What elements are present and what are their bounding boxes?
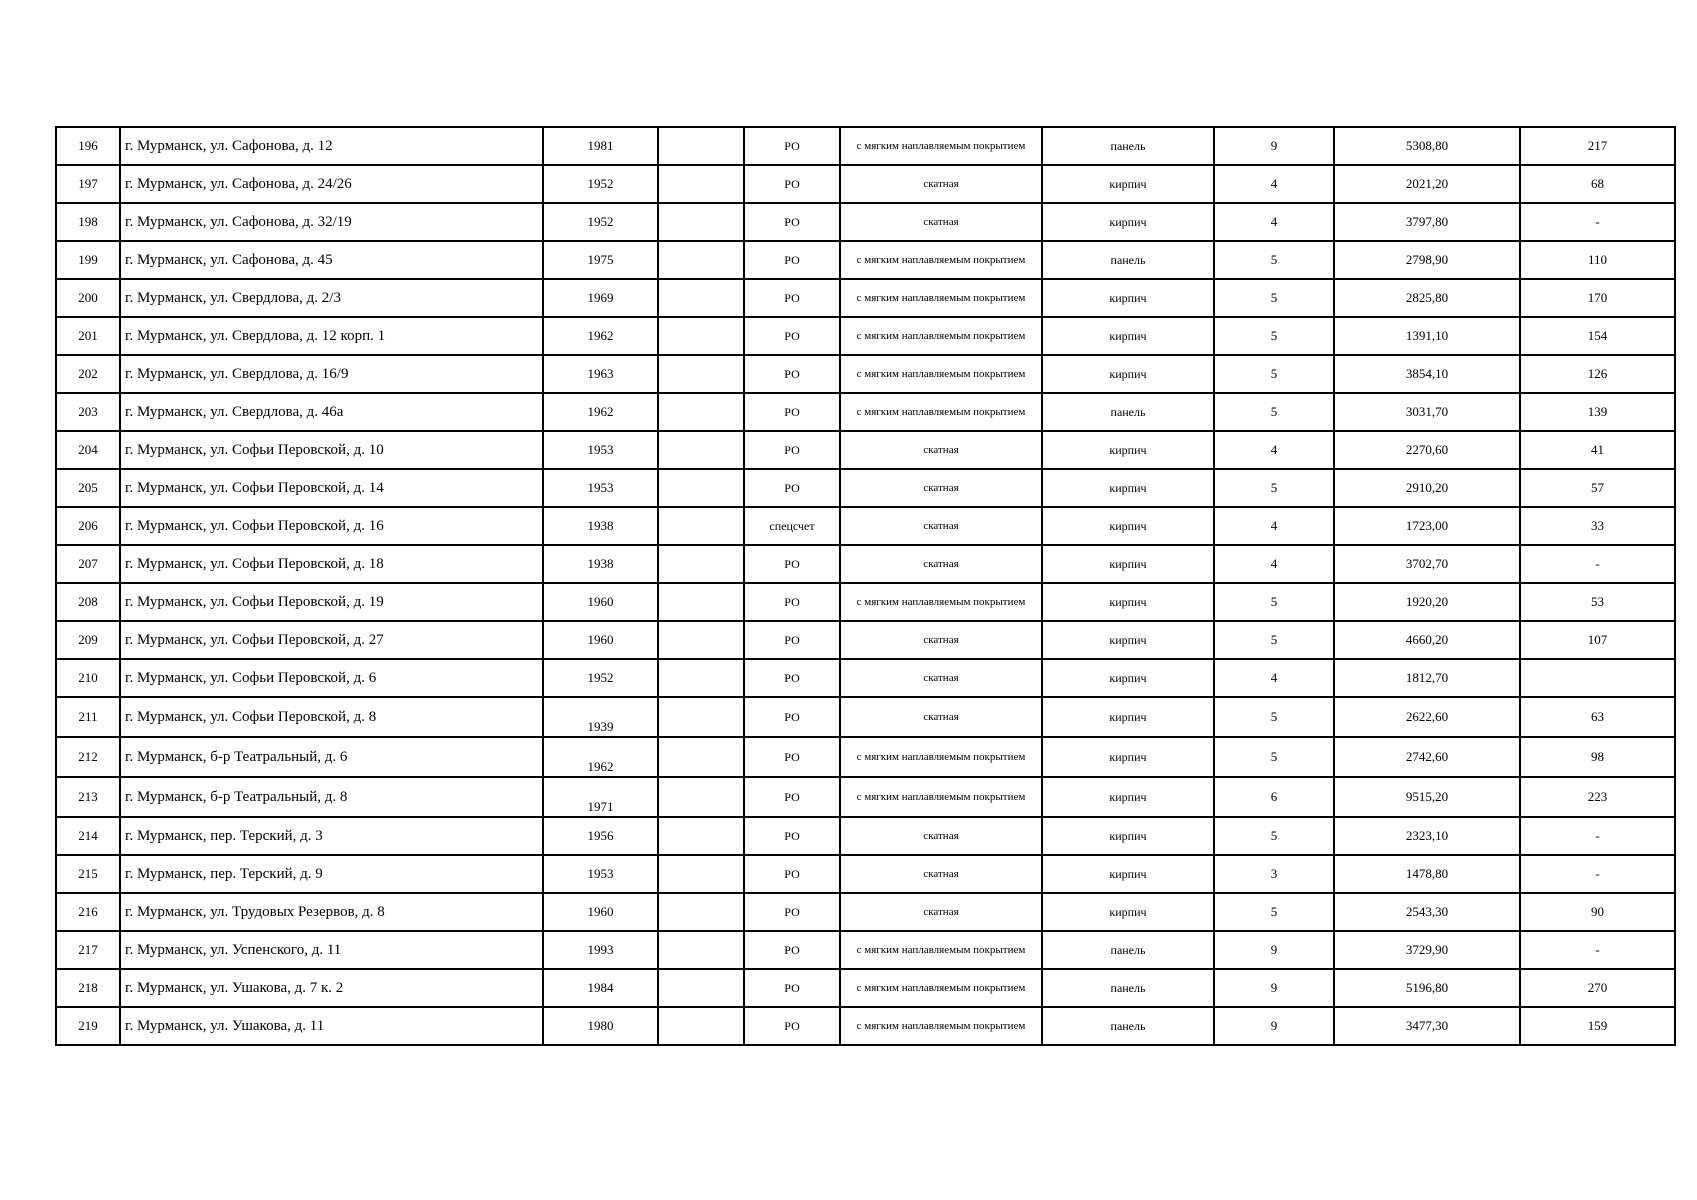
empty-cell xyxy=(658,969,744,1007)
construction-year-cell: 1969 xyxy=(543,279,658,317)
empty-cell xyxy=(658,659,744,697)
fund-type-cell: РО xyxy=(744,621,840,659)
fund-type-cell: РО xyxy=(744,203,840,241)
construction-year-cell: 1956 xyxy=(543,817,658,855)
wall-material-cell: кирпич xyxy=(1042,621,1214,659)
construction-year-cell: 1981 xyxy=(543,127,658,165)
count-cell: 126 xyxy=(1520,355,1675,393)
count-cell: - xyxy=(1520,545,1675,583)
floors-cell: 5 xyxy=(1214,583,1334,621)
row-number-cell: 207 xyxy=(56,545,120,583)
area-cell: 2798,90 xyxy=(1334,241,1520,279)
wall-material-cell: кирпич xyxy=(1042,469,1214,507)
wall-material-cell: кирпич xyxy=(1042,659,1214,697)
construction-year-cell: 1953 xyxy=(543,855,658,893)
area-cell: 1723,00 xyxy=(1334,507,1520,545)
row-number-cell: 208 xyxy=(56,583,120,621)
empty-cell xyxy=(658,737,744,777)
roof-type-cell: скатная xyxy=(840,817,1042,855)
fund-type-cell: РО xyxy=(744,737,840,777)
construction-year-cell: 1939 xyxy=(543,697,658,737)
fund-type-cell: РО xyxy=(744,817,840,855)
floors-cell: 9 xyxy=(1214,127,1334,165)
fund-type-cell: РО xyxy=(744,969,840,1007)
table-row xyxy=(56,393,1675,431)
empty-cell xyxy=(658,127,744,165)
address-cell: г. Мурманск, ул. Ушакова, д. 11 xyxy=(120,1007,543,1045)
row-number-cell: 203 xyxy=(56,393,120,431)
roof-type-cell: с мягким наплавляемым покрытием xyxy=(840,317,1042,355)
row-number-cell: 211 xyxy=(56,697,120,737)
count-cell: 98 xyxy=(1520,737,1675,777)
roof-type-cell: скатная xyxy=(840,431,1042,469)
table-row xyxy=(56,165,1675,203)
area-cell: 2543,30 xyxy=(1334,893,1520,931)
table-row xyxy=(56,1007,1675,1045)
count-cell: 270 xyxy=(1520,969,1675,1007)
address-cell: г. Мурманск, ул. Ушакова, д. 7 к. 2 xyxy=(120,969,543,1007)
row-number-cell: 213 xyxy=(56,777,120,817)
row-number-cell: 216 xyxy=(56,893,120,931)
row-number-cell: 210 xyxy=(56,659,120,697)
table-row xyxy=(56,241,1675,279)
wall-material-cell: кирпич xyxy=(1042,697,1214,737)
count-cell: 53 xyxy=(1520,583,1675,621)
construction-year-cell: 1962 xyxy=(543,737,658,777)
construction-year-cell: 1952 xyxy=(543,203,658,241)
floors-cell: 5 xyxy=(1214,817,1334,855)
count-cell: 154 xyxy=(1520,317,1675,355)
empty-cell xyxy=(658,777,744,817)
area-cell: 1812,70 xyxy=(1334,659,1520,697)
roof-type-cell: скатная xyxy=(840,855,1042,893)
fund-type-cell: РО xyxy=(744,697,840,737)
floors-cell: 5 xyxy=(1214,317,1334,355)
wall-material-cell: кирпич xyxy=(1042,279,1214,317)
construction-year-cell: 1962 xyxy=(543,393,658,431)
empty-cell xyxy=(658,583,744,621)
row-number-cell: 206 xyxy=(56,507,120,545)
roof-type-cell: скатная xyxy=(840,659,1042,697)
address-cell: г. Мурманск, ул. Сафонова, д. 32/19 xyxy=(120,203,543,241)
roof-type-cell: скатная xyxy=(840,203,1042,241)
floors-cell: 4 xyxy=(1214,545,1334,583)
row-number-cell: 212 xyxy=(56,737,120,777)
floors-cell: 5 xyxy=(1214,737,1334,777)
fund-type-cell: РО xyxy=(744,355,840,393)
address-cell: г. Мурманск, ул. Трудовых Резервов, д. 8 xyxy=(120,893,543,931)
count-cell: - xyxy=(1520,817,1675,855)
floors-cell: 4 xyxy=(1214,507,1334,545)
empty-cell xyxy=(658,241,744,279)
row-number-cell: 218 xyxy=(56,969,120,1007)
wall-material-cell: кирпич xyxy=(1042,317,1214,355)
empty-cell xyxy=(658,893,744,931)
address-cell: г. Мурманск, ул. Софьи Перовской, д. 6 xyxy=(120,659,543,697)
wall-material-cell: кирпич xyxy=(1042,203,1214,241)
floors-cell: 4 xyxy=(1214,659,1334,697)
row-number-cell: 200 xyxy=(56,279,120,317)
roof-type-cell: с мягким наплавляемым покрытием xyxy=(840,127,1042,165)
construction-year-cell: 1938 xyxy=(543,507,658,545)
table-row xyxy=(56,355,1675,393)
floors-cell: 6 xyxy=(1214,777,1334,817)
floors-cell: 9 xyxy=(1214,969,1334,1007)
construction-year-cell: 1953 xyxy=(543,469,658,507)
housing-register-table xyxy=(55,126,1676,1046)
fund-type-cell: РО xyxy=(744,893,840,931)
roof-type-cell: скатная xyxy=(840,469,1042,507)
roof-type-cell: скатная xyxy=(840,697,1042,737)
area-cell: 3729,90 xyxy=(1334,931,1520,969)
wall-material-cell: кирпич xyxy=(1042,855,1214,893)
fund-type-cell: РО xyxy=(744,931,840,969)
construction-year-cell: 1993 xyxy=(543,931,658,969)
address-cell: г. Мурманск, ул. Сафонова, д. 12 xyxy=(120,127,543,165)
roof-type-cell: скатная xyxy=(840,507,1042,545)
row-number-cell: 196 xyxy=(56,127,120,165)
floors-cell: 4 xyxy=(1214,203,1334,241)
fund-type-cell: РО xyxy=(744,241,840,279)
fund-type-cell: РО xyxy=(744,127,840,165)
count-cell: - xyxy=(1520,203,1675,241)
roof-type-cell: скатная xyxy=(840,165,1042,203)
count-cell: 90 xyxy=(1520,893,1675,931)
table-row xyxy=(56,777,1675,817)
address-cell: г. Мурманск, ул. Успенского, д. 11 xyxy=(120,931,543,969)
address-cell: г. Мурманск, ул. Сафонова, д. 45 xyxy=(120,241,543,279)
construction-year-cell: 1975 xyxy=(543,241,658,279)
empty-cell xyxy=(658,1007,744,1045)
count-cell: 41 xyxy=(1520,431,1675,469)
roof-type-cell: с мягким наплавляемым покрытием xyxy=(840,737,1042,777)
count-cell: 139 xyxy=(1520,393,1675,431)
empty-cell xyxy=(658,621,744,659)
floors-cell: 4 xyxy=(1214,165,1334,203)
address-cell: г. Мурманск, ул. Свердлова, д. 46а xyxy=(120,393,543,431)
count-cell: 63 xyxy=(1520,697,1675,737)
area-cell: 2742,60 xyxy=(1334,737,1520,777)
wall-material-cell: панель xyxy=(1042,127,1214,165)
address-cell: г. Мурманск, ул. Софьи Перовской, д. 16 xyxy=(120,507,543,545)
wall-material-cell: панель xyxy=(1042,393,1214,431)
roof-type-cell: скатная xyxy=(840,545,1042,583)
table-row xyxy=(56,893,1675,931)
fund-type-cell: РО xyxy=(744,165,840,203)
wall-material-cell: кирпич xyxy=(1042,507,1214,545)
wall-material-cell: кирпич xyxy=(1042,355,1214,393)
area-cell: 2021,20 xyxy=(1334,165,1520,203)
address-cell: г. Мурманск, ул. Софьи Перовской, д. 14 xyxy=(120,469,543,507)
roof-type-cell: с мягким наплавляемым покрытием xyxy=(840,931,1042,969)
table-row xyxy=(56,969,1675,1007)
area-cell: 3477,30 xyxy=(1334,1007,1520,1045)
roof-type-cell: с мягким наплавляемым покрытием xyxy=(840,241,1042,279)
floors-cell: 3 xyxy=(1214,855,1334,893)
construction-year-cell: 1984 xyxy=(543,969,658,1007)
fund-type-cell: РО xyxy=(744,393,840,431)
wall-material-cell: кирпич xyxy=(1042,817,1214,855)
fund-type-cell: РО xyxy=(744,279,840,317)
empty-cell xyxy=(658,855,744,893)
address-cell: г. Мурманск, ул. Софьи Перовской, д. 8 xyxy=(120,697,543,737)
count-cell: - xyxy=(1520,855,1675,893)
fund-type-cell: РО xyxy=(744,855,840,893)
table-row xyxy=(56,203,1675,241)
count-cell: 159 xyxy=(1520,1007,1675,1045)
address-cell: г. Мурманск, ул. Софьи Перовской, д. 18 xyxy=(120,545,543,583)
row-number-cell: 202 xyxy=(56,355,120,393)
fund-type-cell: РО xyxy=(744,1007,840,1045)
construction-year-cell: 1960 xyxy=(543,621,658,659)
roof-type-cell: с мягким наплавляемым покрытием xyxy=(840,777,1042,817)
table-row xyxy=(56,659,1675,697)
floors-cell: 9 xyxy=(1214,931,1334,969)
area-cell: 2910,20 xyxy=(1334,469,1520,507)
floors-cell: 5 xyxy=(1214,893,1334,931)
area-cell: 2270,60 xyxy=(1334,431,1520,469)
area-cell: 5308,80 xyxy=(1334,127,1520,165)
empty-cell xyxy=(658,507,744,545)
construction-year-cell: 1952 xyxy=(543,659,658,697)
wall-material-cell: панель xyxy=(1042,931,1214,969)
table-row xyxy=(56,583,1675,621)
floors-cell: 5 xyxy=(1214,279,1334,317)
area-cell: 3031,70 xyxy=(1334,393,1520,431)
floors-cell: 5 xyxy=(1214,697,1334,737)
floors-cell: 5 xyxy=(1214,241,1334,279)
count-cell: 57 xyxy=(1520,469,1675,507)
table-row xyxy=(56,931,1675,969)
address-cell: г. Мурманск, б-р Театральный, д. 6 xyxy=(120,737,543,777)
empty-cell xyxy=(658,317,744,355)
count-cell: 33 xyxy=(1520,507,1675,545)
empty-cell xyxy=(658,165,744,203)
area-cell: 3702,70 xyxy=(1334,545,1520,583)
construction-year-cell: 1952 xyxy=(543,165,658,203)
area-cell: 1391,10 xyxy=(1334,317,1520,355)
floors-cell: 4 xyxy=(1214,431,1334,469)
count-cell xyxy=(1520,659,1675,697)
table-row xyxy=(56,317,1675,355)
count-cell: 223 xyxy=(1520,777,1675,817)
floors-cell: 5 xyxy=(1214,469,1334,507)
address-cell: г. Мурманск, ул. Софьи Перовской, д. 10 xyxy=(120,431,543,469)
address-cell: г. Мурманск, ул. Свердлова, д. 2/3 xyxy=(120,279,543,317)
construction-year-cell: 1980 xyxy=(543,1007,658,1045)
roof-type-cell: скатная xyxy=(840,621,1042,659)
floors-cell: 5 xyxy=(1214,393,1334,431)
area-cell: 1478,80 xyxy=(1334,855,1520,893)
count-cell: 68 xyxy=(1520,165,1675,203)
address-cell: г. Мурманск, ул. Сафонова, д. 24/26 xyxy=(120,165,543,203)
floors-cell: 5 xyxy=(1214,355,1334,393)
fund-type-cell: РО xyxy=(744,583,840,621)
address-cell: г. Мурманск, пер. Терский, д. 9 xyxy=(120,855,543,893)
wall-material-cell: кирпич xyxy=(1042,583,1214,621)
wall-material-cell: панель xyxy=(1042,1007,1214,1045)
address-cell: г. Мурманск, б-р Театральный, д. 8 xyxy=(120,777,543,817)
empty-cell xyxy=(658,545,744,583)
row-number-cell: 209 xyxy=(56,621,120,659)
empty-cell xyxy=(658,431,744,469)
roof-type-cell: с мягким наплавляемым покрытием xyxy=(840,355,1042,393)
wall-material-cell: кирпич xyxy=(1042,777,1214,817)
fund-type-cell: РО xyxy=(744,545,840,583)
floors-cell: 9 xyxy=(1214,1007,1334,1045)
count-cell: 110 xyxy=(1520,241,1675,279)
wall-material-cell: панель xyxy=(1042,969,1214,1007)
address-cell: г. Мурманск, ул. Софьи Перовской, д. 27 xyxy=(120,621,543,659)
empty-cell xyxy=(658,817,744,855)
row-number-cell: 198 xyxy=(56,203,120,241)
construction-year-cell: 1938 xyxy=(543,545,658,583)
table-row xyxy=(56,127,1675,165)
empty-cell xyxy=(658,279,744,317)
empty-cell xyxy=(658,697,744,737)
table-body xyxy=(56,127,1675,1045)
area-cell: 3854,10 xyxy=(1334,355,1520,393)
area-cell: 4660,20 xyxy=(1334,621,1520,659)
construction-year-cell: 1960 xyxy=(543,893,658,931)
address-cell: г. Мурманск, ул. Свердлова, д. 16/9 xyxy=(120,355,543,393)
row-number-cell: 204 xyxy=(56,431,120,469)
empty-cell xyxy=(658,355,744,393)
construction-year-cell: 1960 xyxy=(543,583,658,621)
empty-cell xyxy=(658,469,744,507)
row-number-cell: 201 xyxy=(56,317,120,355)
table-row xyxy=(56,621,1675,659)
empty-cell xyxy=(658,393,744,431)
floors-cell: 5 xyxy=(1214,621,1334,659)
table-row xyxy=(56,507,1675,545)
area-cell: 3797,80 xyxy=(1334,203,1520,241)
roof-type-cell: с мягким наплавляемым покрытием xyxy=(840,279,1042,317)
address-cell: г. Мурманск, пер. Терский, д. 3 xyxy=(120,817,543,855)
roof-type-cell: с мягким наплавляемым покрытием xyxy=(840,393,1042,431)
wall-material-cell: кирпич xyxy=(1042,737,1214,777)
table-row xyxy=(56,431,1675,469)
table-row xyxy=(56,545,1675,583)
row-number-cell: 214 xyxy=(56,817,120,855)
area-cell: 1920,20 xyxy=(1334,583,1520,621)
wall-material-cell: панель xyxy=(1042,241,1214,279)
roof-type-cell: с мягким наплавляемым покрытием xyxy=(840,583,1042,621)
table-row xyxy=(56,697,1675,737)
row-number-cell: 217 xyxy=(56,931,120,969)
table-row xyxy=(56,469,1675,507)
table-row xyxy=(56,737,1675,777)
fund-type-cell: спецсчет xyxy=(744,507,840,545)
count-cell: 107 xyxy=(1520,621,1675,659)
count-cell: 217 xyxy=(1520,127,1675,165)
count-cell: 170 xyxy=(1520,279,1675,317)
construction-year-cell: 1953 xyxy=(543,431,658,469)
area-cell: 2622,60 xyxy=(1334,697,1520,737)
address-cell: г. Мурманск, ул. Софьи Перовской, д. 19 xyxy=(120,583,543,621)
row-number-cell: 199 xyxy=(56,241,120,279)
roof-type-cell: скатная xyxy=(840,893,1042,931)
row-number-cell: 205 xyxy=(56,469,120,507)
wall-material-cell: кирпич xyxy=(1042,545,1214,583)
construction-year-cell: 1963 xyxy=(543,355,658,393)
construction-year-cell: 1962 xyxy=(543,317,658,355)
table-row xyxy=(56,279,1675,317)
row-number-cell: 219 xyxy=(56,1007,120,1045)
area-cell: 9515,20 xyxy=(1334,777,1520,817)
fund-type-cell: РО xyxy=(744,777,840,817)
row-number-cell: 197 xyxy=(56,165,120,203)
roof-type-cell: с мягким наплавляемым покрытием xyxy=(840,1007,1042,1045)
count-cell: - xyxy=(1520,931,1675,969)
table-row xyxy=(56,855,1675,893)
row-number-cell: 215 xyxy=(56,855,120,893)
area-cell: 2825,80 xyxy=(1334,279,1520,317)
fund-type-cell: РО xyxy=(744,317,840,355)
address-cell: г. Мурманск, ул. Свердлова, д. 12 корп. 1 xyxy=(120,317,543,355)
area-cell: 2323,10 xyxy=(1334,817,1520,855)
wall-material-cell: кирпич xyxy=(1042,165,1214,203)
wall-material-cell: кирпич xyxy=(1042,893,1214,931)
roof-type-cell: с мягким наплавляемым покрытием xyxy=(840,969,1042,1007)
empty-cell xyxy=(658,931,744,969)
fund-type-cell: РО xyxy=(744,659,840,697)
fund-type-cell: РО xyxy=(744,469,840,507)
area-cell: 5196,80 xyxy=(1334,969,1520,1007)
table-row xyxy=(56,817,1675,855)
wall-material-cell: кирпич xyxy=(1042,431,1214,469)
fund-type-cell: РО xyxy=(744,431,840,469)
empty-cell xyxy=(658,203,744,241)
construction-year-cell: 1971 xyxy=(543,777,658,817)
